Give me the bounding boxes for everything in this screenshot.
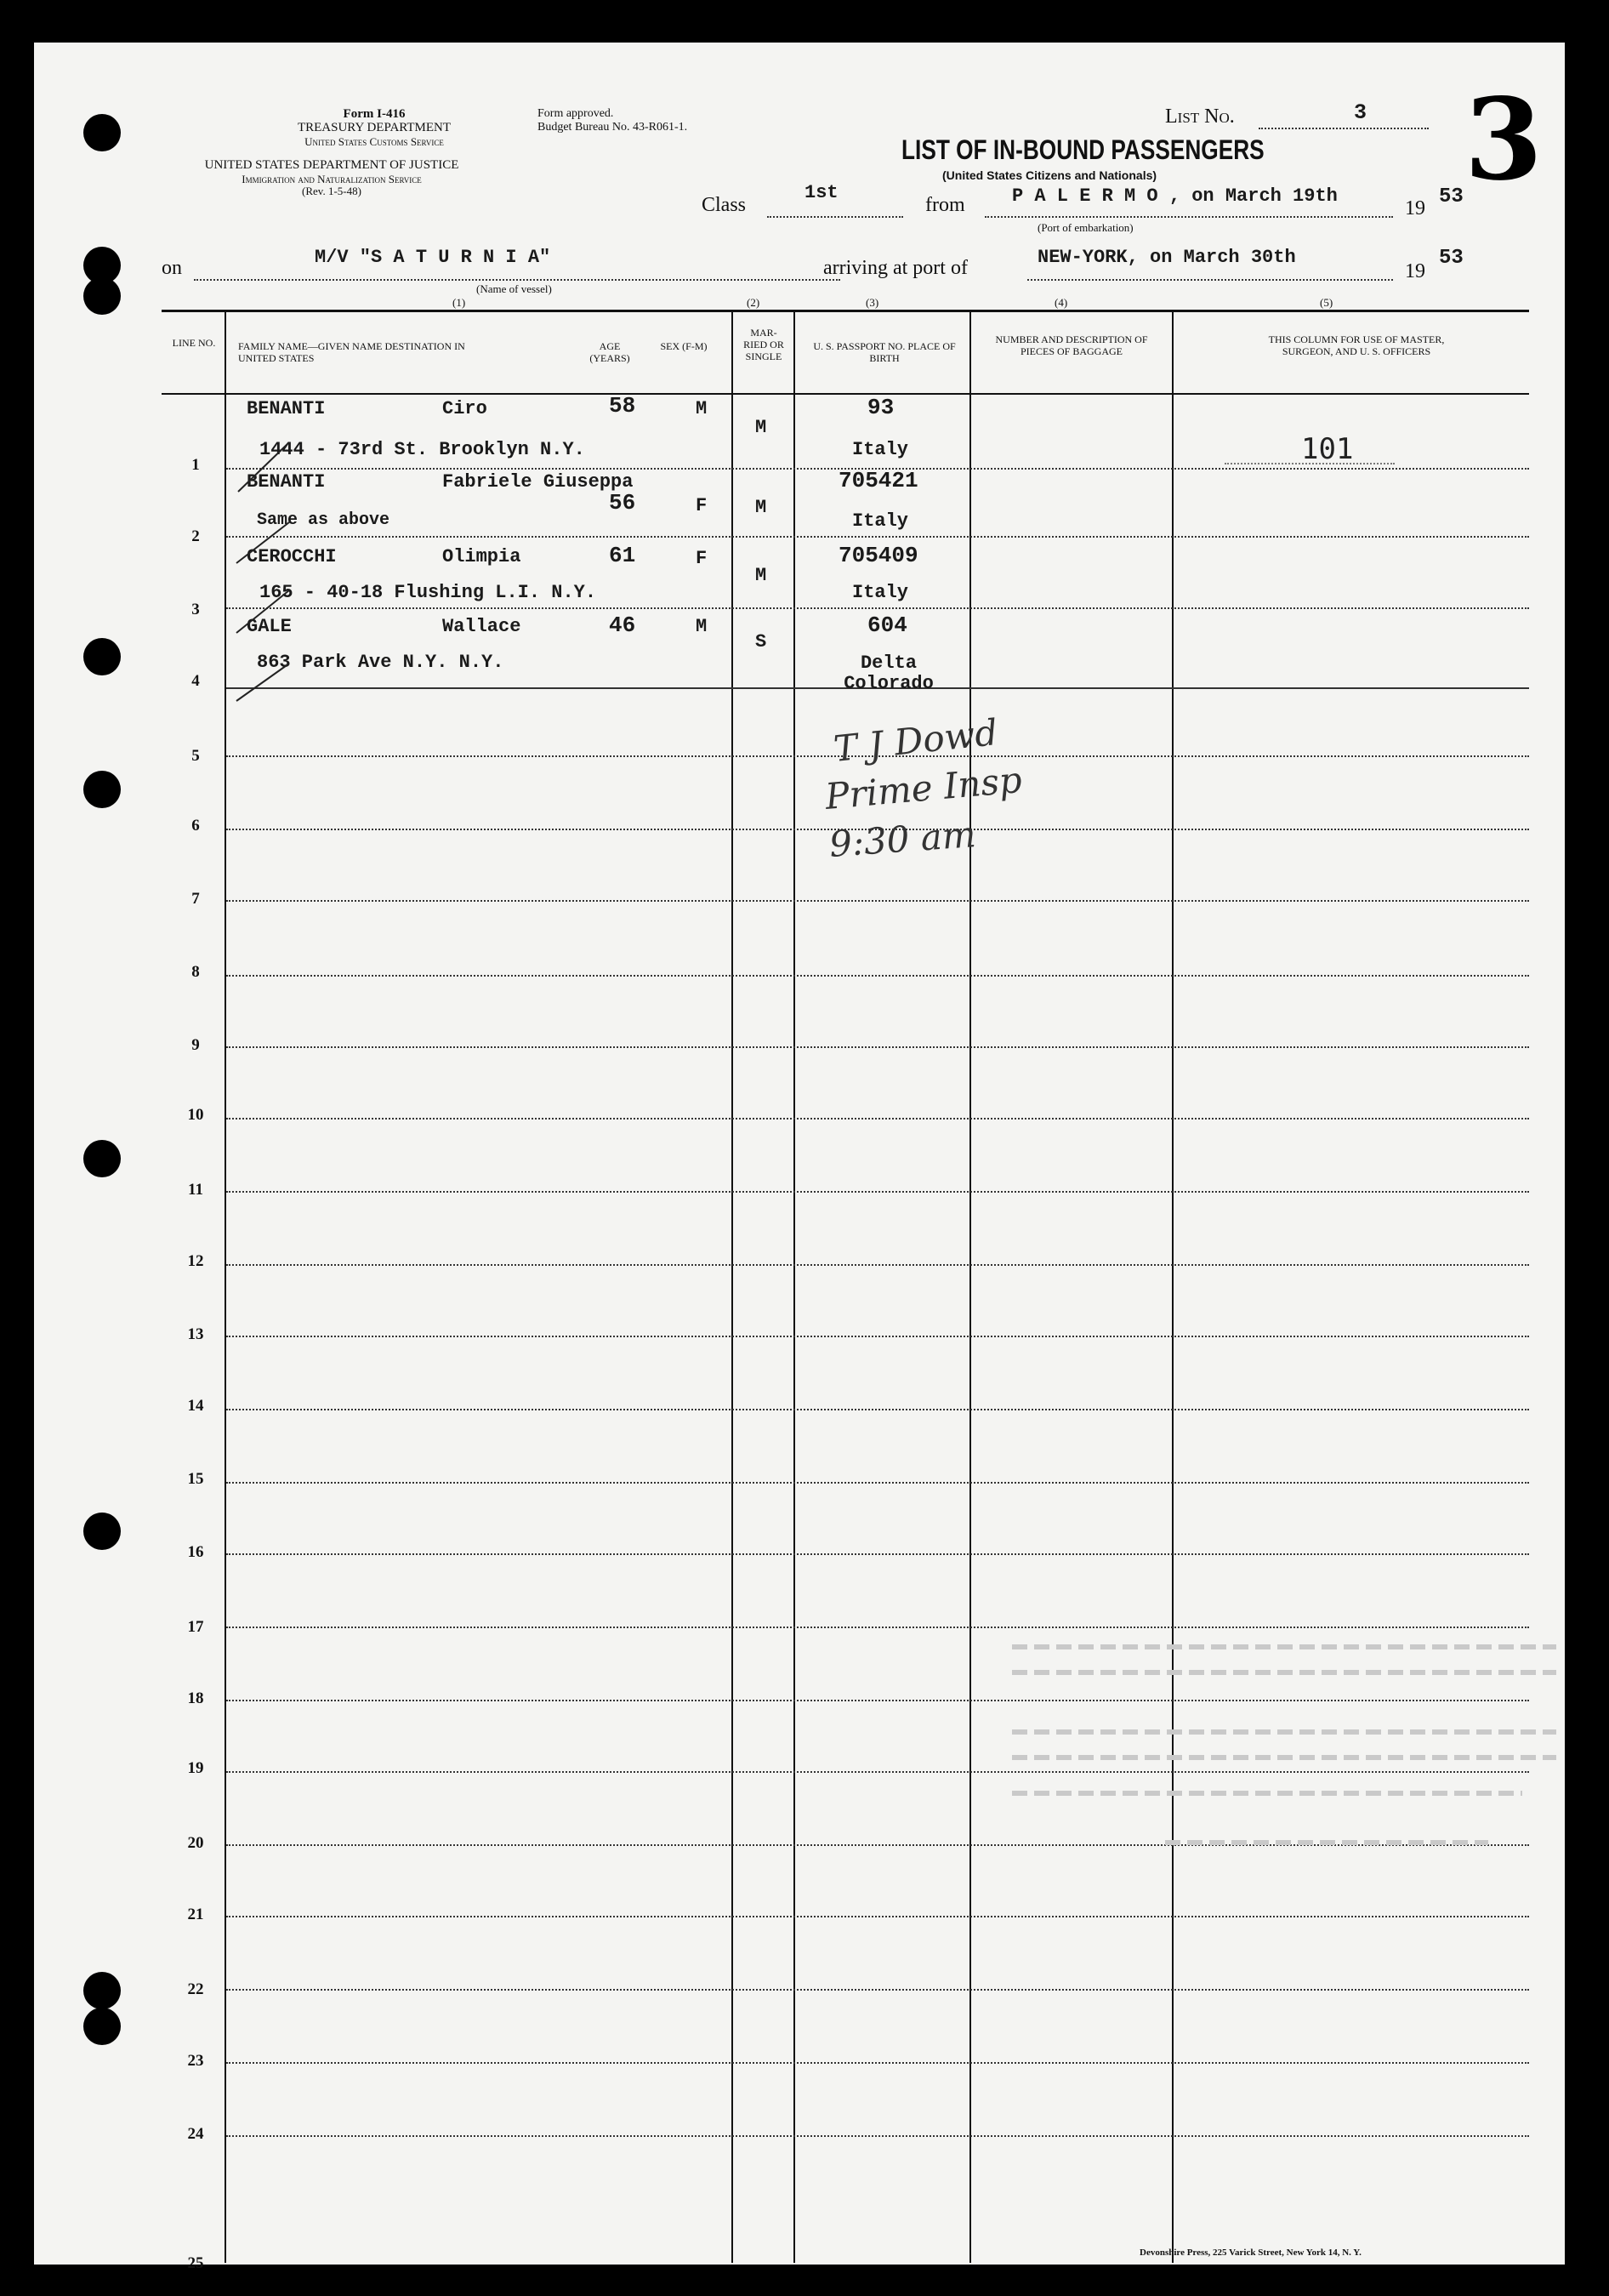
bleed-through-text: [1012, 1638, 1556, 1864]
header-line-no: LINE NO.: [172, 337, 216, 349]
check-marks: [230, 417, 298, 706]
table-top-border: [162, 310, 1529, 312]
passenger-given-name: Wallace: [442, 616, 521, 637]
from-year-prefix: 19: [1405, 197, 1425, 219]
passenger-sex: F: [696, 495, 708, 516]
arriving-label: arriving at port of: [823, 257, 968, 279]
passenger-marital: M: [755, 565, 767, 586]
col-divider: [1172, 310, 1174, 2263]
line-number: 14: [187, 1397, 204, 1415]
line-number: 23: [187, 2052, 204, 2070]
row-separator: [226, 1627, 1529, 1628]
line-number: 21: [187, 1906, 204, 1923]
passenger-birthplace: Italy: [852, 582, 909, 603]
class-value: 1st: [804, 182, 839, 203]
passenger-surname: GALE: [247, 616, 292, 637]
vessel-name: M/V "S A T U R N I A": [315, 247, 551, 268]
from-value: P A L E R M O , on March 19th: [1012, 185, 1338, 207]
form-number: Form I-416: [343, 107, 406, 121]
vessel-line: [194, 279, 840, 281]
row-separator: [226, 536, 1529, 538]
row-separator: [226, 1046, 1529, 1048]
col-divider: [969, 310, 971, 2263]
page-subtitle: (United States Citizens and Nationals): [942, 168, 1157, 182]
class-line: [767, 216, 903, 218]
passenger-age: 56: [609, 490, 636, 516]
col-divider: [793, 310, 795, 2263]
row-separator: [226, 1482, 1529, 1484]
line-number: 2: [191, 527, 200, 545]
col-num-4: (4): [1055, 296, 1068, 309]
col-divider: [225, 310, 226, 2263]
row-separator: [226, 2135, 1529, 2137]
ins-service: Immigration and Naturalization Service: [242, 173, 422, 185]
table-header-bottom: [162, 393, 1529, 395]
line-number: 24: [187, 2125, 204, 2143]
row-separator: [226, 1264, 1529, 1266]
header-married: MAR-RIED OR SINGLE: [743, 327, 784, 362]
printer-footer: Devonshire Press, 225 Varick Street, New York 14, N. Y.: [1140, 2248, 1362, 2258]
arrive-year: 53: [1439, 247, 1464, 270]
row-separator: [226, 1553, 1529, 1555]
passenger-sex: M: [696, 616, 708, 637]
line-number: 22: [187, 1980, 204, 1998]
passenger-marital: M: [755, 497, 767, 518]
revision: (Rev. 1-5-48): [302, 185, 361, 197]
passenger-sex: M: [696, 398, 708, 419]
passenger-birthplace: Italy: [852, 439, 909, 460]
passenger-surname: CEROCCHI: [247, 546, 337, 567]
passenger-destination: 1444 - 73rd St. Brooklyn N.Y.: [259, 439, 585, 460]
line-number: 15: [187, 1470, 204, 1488]
punch-hole: [83, 638, 121, 675]
arriving-value: NEW-YORK, on March 30th: [1038, 247, 1296, 268]
punch-hole: [83, 1140, 121, 1177]
line-number: 6: [191, 817, 200, 835]
line-number: 13: [187, 1325, 204, 1343]
list-no-value: 3: [1354, 100, 1367, 125]
header-passport: U. S. PASSPORT NO. PLACE OF BIRTH: [813, 340, 956, 364]
col-num-2: (2): [747, 296, 760, 309]
arrive-year-prefix: 19: [1405, 260, 1425, 282]
passenger-passport: 705421: [839, 468, 918, 493]
passenger-destination: Same as above: [257, 510, 390, 530]
row-separator: [226, 1336, 1529, 1337]
from-line: [985, 216, 1393, 218]
passenger-marital: M: [755, 417, 767, 438]
passenger-passport: 93: [867, 395, 895, 420]
port-embark-caption: (Port of embarkation): [1038, 221, 1134, 234]
passenger-age: 58: [609, 393, 636, 419]
line-number: 25: [187, 2254, 204, 2272]
punch-hole: [83, 1513, 121, 1550]
form-approved: Form approved.: [537, 107, 614, 120]
row-separator: [226, 900, 1529, 902]
passenger-age: 61: [609, 543, 636, 568]
justice-department: UNITED STATES DEPARTMENT OF JUSTICE: [204, 158, 459, 172]
punch-hole: [83, 277, 121, 315]
from-label: from: [925, 194, 965, 216]
manifest-sheet: [34, 43, 1565, 2272]
passenger-surname: BENANTI: [247, 398, 326, 419]
passenger-destination: 863 Park Ave N.Y. N.Y.: [257, 652, 504, 673]
row-separator: [226, 1989, 1529, 1991]
row-separator: [226, 2062, 1529, 2064]
inspection-time: 9:30 am: [827, 813, 978, 865]
customs-service: United States Customs Service: [304, 135, 444, 148]
from-year: 53: [1439, 185, 1464, 208]
header-officers: THIS COLUMN FOR USE OF MASTER, SURGEON, AND U. S. OFFICERS: [1268, 333, 1445, 357]
line-number: 5: [191, 747, 200, 765]
line-number: 4: [191, 672, 200, 690]
officer-note: 101: [1301, 432, 1354, 466]
line-number: 18: [187, 1689, 204, 1707]
list-no-label: List No.: [1165, 105, 1235, 128]
passenger-given-name: Olimpia: [442, 546, 521, 567]
arriving-line: [1027, 279, 1393, 281]
row-separator: [226, 1916, 1529, 1917]
row-separator: [226, 607, 1529, 609]
line-number: 10: [187, 1106, 204, 1124]
treasury-department: TREASURY DEPARTMENT: [297, 121, 452, 134]
col-num-5: (5): [1320, 296, 1333, 309]
line-number: 17: [187, 1618, 204, 1636]
passenger-birthplace: Delta Colorado: [844, 652, 934, 694]
passenger-age: 46: [609, 612, 636, 638]
passenger-destination: 165 - 40-18 Flushing L.I. N.Y.: [259, 582, 597, 603]
line-number: 19: [187, 1759, 204, 1777]
budget-bureau: Budget Bureau No. 43-R061-1.: [537, 121, 688, 134]
header-sex: SEX (F-M): [660, 340, 708, 352]
line-number: 9: [191, 1036, 200, 1054]
line-number: 1: [191, 456, 200, 474]
line-number: 8: [191, 963, 200, 981]
header-name-destination: FAMILY NAME—GIVEN NAME DESTINATION IN UNITED STATES: [238, 340, 465, 364]
punch-hole: [83, 114, 121, 151]
inspector-signature: T J Dowd: [831, 711, 1000, 770]
line-number: 7: [191, 890, 200, 908]
punch-hole: [83, 1972, 121, 2009]
list-no-line: [1259, 128, 1429, 129]
passenger-marital: S: [755, 631, 767, 652]
bleed-through-lines: [1012, 1638, 1556, 1860]
page-number-stamp: 3: [1464, 74, 1543, 206]
passenger-given-name: Fabriele Giuseppa: [442, 471, 634, 493]
line-number: 20: [187, 1834, 204, 1852]
class-label: Class: [702, 194, 747, 216]
inspector-title: Prime Insp: [823, 758, 1024, 818]
passenger-sex: F: [696, 548, 708, 569]
row-separator: [226, 975, 1529, 977]
header-baggage: NUMBER AND DESCRIPTION OF PIECES OF BAGGAGE: [995, 333, 1148, 357]
passenger-birthplace: Italy: [852, 510, 909, 532]
punch-hole: [83, 2008, 121, 2045]
row-separator: [226, 1409, 1529, 1410]
line-number: 16: [187, 1543, 204, 1561]
passenger-passport: 604: [867, 612, 907, 638]
row-separator: [226, 1118, 1529, 1120]
col-divider: [731, 310, 733, 2263]
header-age: AGE (YEARS): [589, 340, 630, 364]
line-number: 11: [188, 1181, 203, 1199]
row-separator: [226, 1191, 1529, 1193]
line-number: 12: [187, 1252, 204, 1270]
vessel-caption: (Name of vessel): [476, 282, 552, 295]
passenger-given-name: Ciro: [442, 398, 487, 419]
col-num-1: (1): [452, 296, 466, 309]
col-num-3: (3): [866, 296, 879, 309]
punch-hole: [83, 771, 121, 808]
line-number: 3: [191, 601, 200, 618]
on-label: on: [162, 257, 182, 279]
passenger-passport: 705409: [839, 543, 918, 568]
passenger-surname: BENANTI: [247, 471, 326, 493]
page-title: LIST OF IN-BOUND PASSENGERS: [901, 134, 1265, 165]
